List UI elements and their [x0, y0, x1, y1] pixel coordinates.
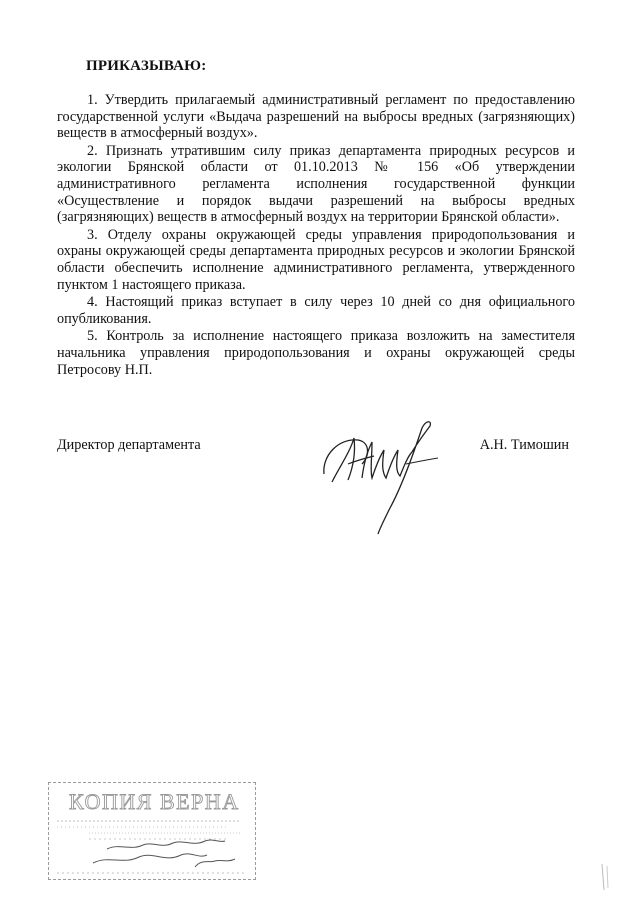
- handwritten-signature: [318, 412, 448, 537]
- signer-position: Директор департамента: [57, 437, 201, 453]
- stamp-title: КОПИЯ ВЕРНА: [69, 789, 240, 814]
- order-heading: ПРИКАЗЫВАЮ:: [86, 58, 207, 74]
- order-body: [57, 92, 575, 378]
- margin-mark: [598, 862, 612, 892]
- signer-name: А.Н. Тимошин: [479, 437, 569, 453]
- order-item-5: 5. Контроль за исполнение настоящего приказа возложить на заместителя начальника управления природопользования и охраны окружающей среды Петросову Н.П.: [57, 328, 575, 378]
- order-item-3: 3. Отделу охраны окружающей среды управления природопользования и охраны окружающей среды департамента природных ресурсов и экологии Брянской области обеспечить исполнение административного регламента, утвержденного пунктом 1 настоящего приказа.: [57, 226, 575, 293]
- copy-certified-stamp: [48, 782, 256, 880]
- order-item-4: 4. Настоящий приказ вступает в силу через 10 дней со дня официального опубликования.: [57, 294, 575, 327]
- order-item-1: 1. Утвердить прилагаемый административный регламент по предоставлению государственной услуги «Выдача разрешений на выбросы вредных (загрязняющих) веществ в атмосферный воздух».: [57, 92, 575, 142]
- order-item-2: 2. Признать утратившим силу приказ департамента природных ресурсов и экологии Брянской области от 01.10.2013 № 156 «Об утверждении административного регламента исполнения государственной функции «Осуществление и порядок выдачи разрешений на выбросы вредных (загрязняющих) веществ в атмосферный воздух на территории Брянской области».: [57, 142, 575, 226]
